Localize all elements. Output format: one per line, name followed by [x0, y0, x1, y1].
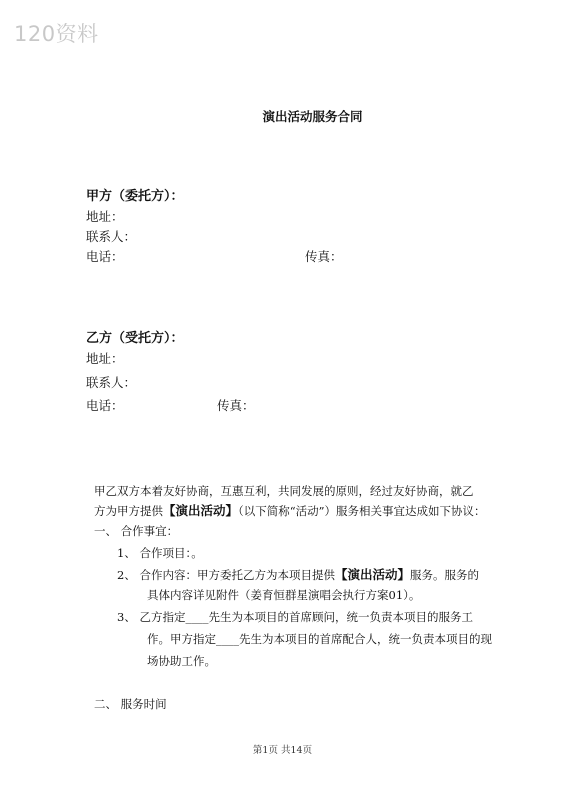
party-b-phone-label: 电话： [86, 398, 124, 413]
party-a-address-label: 地址： [86, 209, 124, 224]
party-b-address-label: 地址： [86, 351, 124, 366]
section-1-item-2 [117, 565, 479, 585]
section-1-item-2-line-2: 具体内容详见附件（姜育恒群星演唱会执行方案01）。 [147, 588, 421, 602]
intro-line-2-pre: 方为甲方提供 [94, 504, 163, 518]
section-1-item-3-line-3: 场协助工作。 [147, 654, 216, 668]
document-title: 演出活动服务合同 [262, 109, 363, 124]
intro-line-2 [94, 501, 486, 521]
section-1-item-3-line-1: 3、 乙方指定____先生为本项目的首席顾问，统一负责本项目的服务工 [117, 610, 473, 624]
watermark: 120资料 [14, 22, 99, 46]
party-a-heading: 甲方（委托方）： [86, 189, 184, 204]
item-2-post: 服务。服务的 [410, 568, 479, 582]
party-a-contact-label: 联系人： [86, 229, 137, 244]
section-1-heading: 一、 合作事宜： [94, 524, 179, 538]
item-2-pre: 2、 合作内容：甲方委托乙方为本项目提供 [117, 568, 335, 582]
intro-line-1: 甲乙双方本着友好协商，互惠互利，共同发展的原则，经过友好协商，就乙 [94, 484, 474, 498]
party-b-heading: 乙方（受托方）： [86, 331, 184, 346]
party-b-contact-label: 联系人： [86, 375, 137, 390]
intro-activity-bold: 【演出活动】 [163, 503, 239, 518]
section-1-item-1: 1、 合作项目：。 [117, 546, 203, 560]
item-2-activity-bold: 【演出活动】 [334, 567, 410, 582]
party-b-fax-label: 传真： [217, 398, 255, 413]
section-1-item-3-line-2: 作。甲方指定____先生为本项目的首席配合人，统一负责本项目的现 [147, 632, 492, 646]
party-a-fax-label: 传真： [305, 249, 343, 264]
page-number-footer: 第1页 共14页 [252, 745, 313, 756]
intro-line-2-post: （以下简称“活动”）服务相关事宜达成如下协议： [238, 504, 486, 518]
party-a-phone-label: 电话： [86, 249, 124, 264]
section-2-heading: 二、 服务时间 [94, 697, 167, 711]
